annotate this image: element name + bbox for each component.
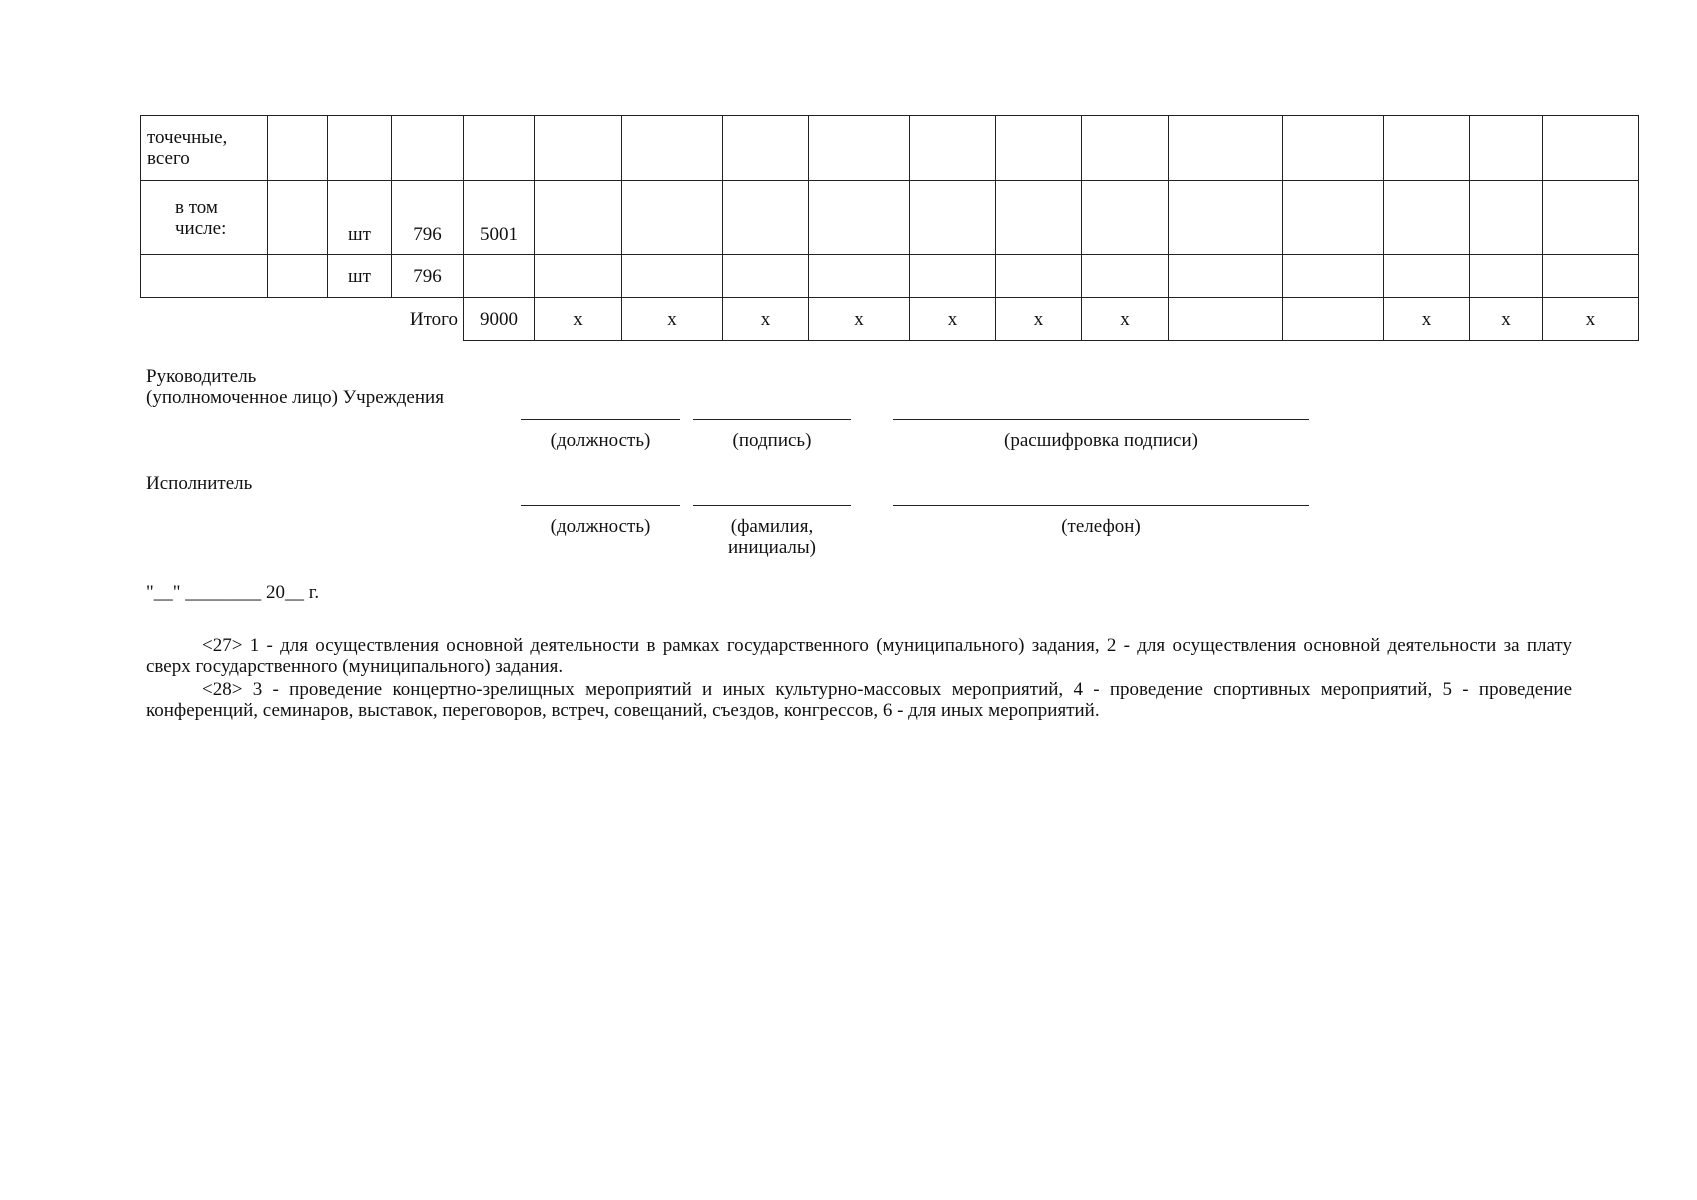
decode-caption: (расшифровка подписи) (1004, 430, 1198, 451)
table-cell (1283, 181, 1384, 255)
phone-caption: (телефон) (1061, 516, 1141, 537)
report-table (140, 115, 1639, 341)
row-label: в том числе: (141, 181, 268, 255)
table-cell (622, 255, 723, 298)
total-cell: х (723, 298, 809, 341)
table-cell (535, 116, 622, 181)
table-cell (723, 255, 809, 298)
table-cell (910, 116, 996, 181)
unit-cell: шт (328, 255, 392, 298)
total-label: Итого (141, 298, 464, 341)
position-caption: (должность) (550, 430, 651, 451)
executor-position-caption: (должность) (550, 516, 651, 537)
table-cell (1169, 116, 1283, 181)
total-cell: х (1384, 298, 1470, 341)
table-cell (1283, 255, 1384, 298)
head-decode-line (893, 419, 1309, 420)
table-cell (910, 181, 996, 255)
name-caption-2: инициалы) (727, 537, 816, 558)
executor-label: Исполнитель (146, 473, 253, 494)
table-cell (1169, 255, 1283, 298)
table-row (141, 255, 1639, 298)
table-cell (1543, 255, 1639, 298)
table-cell (1543, 181, 1639, 255)
total-cell: х (1543, 298, 1639, 341)
okei-cell: 796 (392, 181, 464, 255)
table-cell (1384, 255, 1470, 298)
head-position-line (521, 419, 680, 420)
table-cell (1470, 181, 1543, 255)
table-cell (1470, 255, 1543, 298)
table-cell (622, 116, 723, 181)
total-cell: х (1082, 298, 1169, 341)
head-label: Руководитель (146, 366, 257, 387)
total-cell: х (809, 298, 910, 341)
table-cell (268, 181, 328, 255)
table-cell (535, 255, 622, 298)
table-cell (622, 181, 723, 255)
footnote-28: <28> 3 - проведение концертно-зрелищных мероприятий и иных культурно-массовых мероприятий, 4 - проведение спортивных мероприятий, 5 - проведение конференций, семинаров, выставок, переговоров, встреч, совещаний, съездов, конгрессов, 6 - для иных мероприятий. (146, 679, 1572, 721)
table-cell (723, 181, 809, 255)
name-caption: (фамилия, (730, 516, 814, 537)
table-cell (1384, 181, 1470, 255)
table-row (141, 116, 1639, 181)
table-cell (535, 181, 622, 255)
executor-phone-line (893, 505, 1309, 506)
row-label: точечные, всего (141, 116, 268, 181)
table-cell (328, 116, 392, 181)
table-cell (809, 255, 910, 298)
footnote-27: <27> 1 - для осуществления основной деятельности в рамках государственного (муниципального) задания, 2 - для осуществления основной деятельности за плату сверх государственного (муниципального) задания. (146, 635, 1572, 677)
unit-cell: шт (328, 181, 392, 255)
table-cell (996, 116, 1082, 181)
total-cell: х (910, 298, 996, 341)
table-cell (268, 255, 328, 298)
table-cell (392, 116, 464, 181)
executor-name-line (693, 505, 851, 506)
code-cell (464, 255, 535, 298)
table-cell (464, 116, 535, 181)
table-row (141, 181, 1639, 255)
table-cell (1082, 181, 1169, 255)
table-cell (1169, 181, 1283, 255)
date-line: "__" ________ 20__ г. (146, 582, 320, 603)
total-code: 9000 (464, 298, 535, 341)
total-cell (1283, 298, 1384, 341)
total-cell: х (622, 298, 723, 341)
code-cell: 5001 (464, 181, 535, 255)
table-cell (996, 255, 1082, 298)
total-cell (1169, 298, 1283, 341)
table-cell (809, 181, 910, 255)
table-cell (1543, 116, 1639, 181)
head-signature-line (693, 419, 851, 420)
total-row (141, 298, 1639, 341)
table-cell (1384, 116, 1470, 181)
head-label-2: (уполномоченное лицо) Учреждения (146, 387, 444, 408)
total-cell: х (1470, 298, 1543, 341)
row-label (141, 255, 268, 298)
table-cell (809, 116, 910, 181)
table-cell (268, 116, 328, 181)
table-cell (1082, 116, 1169, 181)
table-cell (1082, 255, 1169, 298)
table-cell (1283, 116, 1384, 181)
table-cell (723, 116, 809, 181)
okei-cell: 796 (392, 255, 464, 298)
total-cell: х (996, 298, 1082, 341)
table-cell (910, 255, 996, 298)
executor-position-line (521, 505, 680, 506)
total-cell: х (535, 298, 622, 341)
table-cell (1470, 116, 1543, 181)
table-cell (996, 181, 1082, 255)
signature-caption: (подпись) (732, 430, 812, 451)
